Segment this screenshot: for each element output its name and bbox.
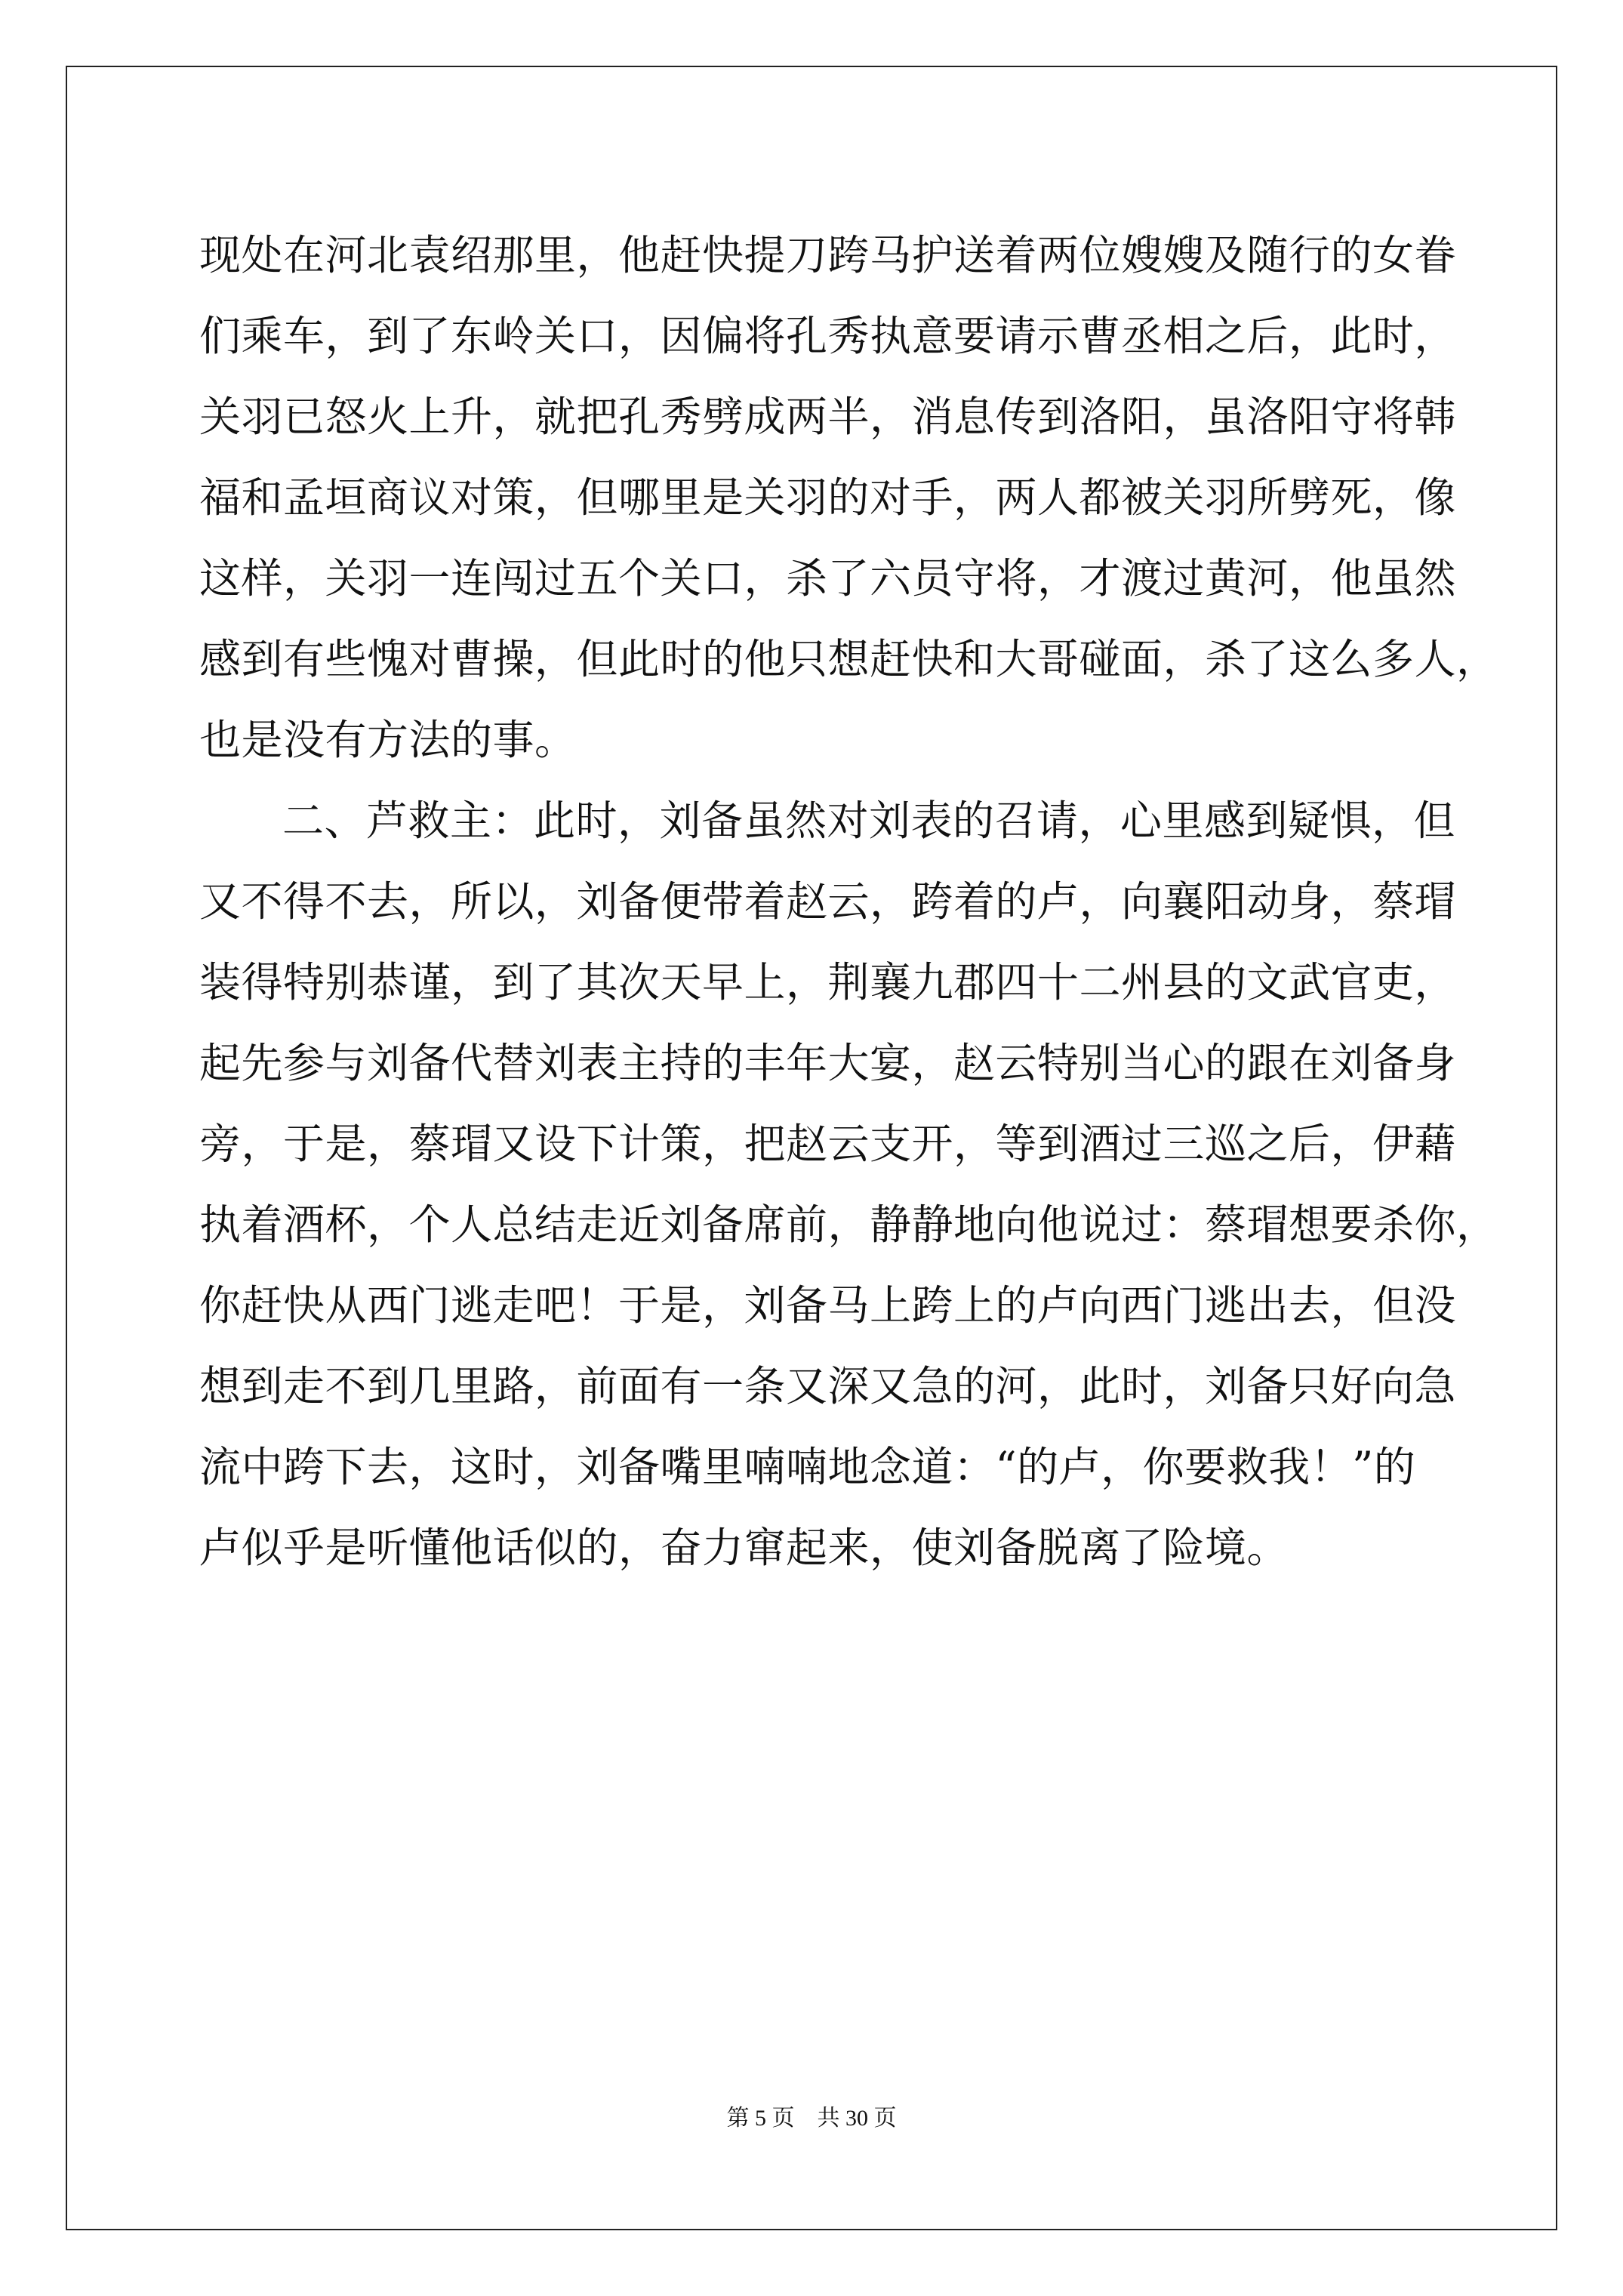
text-line: 想到走不到几里路，前面有一条又深又急的河，此时，刘备只好向急 bbox=[199, 1362, 1457, 1410]
text-line: 装得特别恭谨，到了其次天早上，荆襄九郡四十二州县的文武官吏， bbox=[199, 958, 1457, 1006]
text-line: 旁，于是，蔡瑁又设下计策，把赵云支开，等到酒过三巡之后，伊藉 bbox=[199, 1120, 1457, 1168]
paragraph-start-line: 二、芦救主：此时，刘备虽然对刘表的召请，心里感到疑惧，但 bbox=[282, 797, 1456, 845]
text-line: 们乘车，到了东岭关口，因偏将孔秀执意要请示曹丞相之后，此时， bbox=[199, 312, 1457, 360]
text-line: 起先参与刘备代替刘表主持的丰年大宴，赵云特别当心的跟在刘备身 bbox=[199, 1039, 1457, 1087]
text-line: 也是没有方法的事。 bbox=[199, 716, 577, 764]
page-total: 共 30 页 bbox=[817, 2106, 897, 2131]
text-line: 又不得不去，所以，刘备便带着赵云，跨着的卢，向襄阳动身，蔡瑁 bbox=[199, 877, 1457, 926]
text-line: 执着酒杯，个人总结走近刘备席前，静静地向他说过：蔡瑁想要杀你， bbox=[199, 1200, 1498, 1249]
text-line: 卢似乎是听懂他话似的，奋力窜起来，使刘备脱离了险境。 bbox=[199, 1524, 1289, 1572]
text-line: 现处在河北袁绍那里，他赶快提刀跨马护送着两位嫂嫂及随行的女眷 bbox=[199, 231, 1457, 279]
page-footer bbox=[0, 2099, 1623, 2132]
text-line: 这样，关羽一连闯过五个关口，杀了六员守将，才渡过黄河，他虽然 bbox=[199, 554, 1457, 603]
text-line: 感到有些愧对曹操，但此时的他只想赶快和大哥碰面，杀了这么多人， bbox=[199, 635, 1498, 683]
text-line: 你赶快从西门逃走吧！于是，刘备马上跨上的卢向西门逃出去，但没 bbox=[199, 1281, 1457, 1330]
text-line: 流中跨下去，这时，刘备嘴里喃喃地念道：“的卢，你要救我！”的 bbox=[199, 1443, 1416, 1491]
text-line: 福和孟垣商议对策，但哪里是关羽的对手，两人都被关羽所劈死，像 bbox=[199, 473, 1457, 522]
document-body bbox=[199, 215, 1498, 1589]
page-number: 第 5 页 bbox=[726, 2106, 795, 2131]
text-line: 关羽已怒火上升，就把孔秀劈成两半，消息传到洛阳，虽洛阳守将韩 bbox=[199, 393, 1457, 441]
